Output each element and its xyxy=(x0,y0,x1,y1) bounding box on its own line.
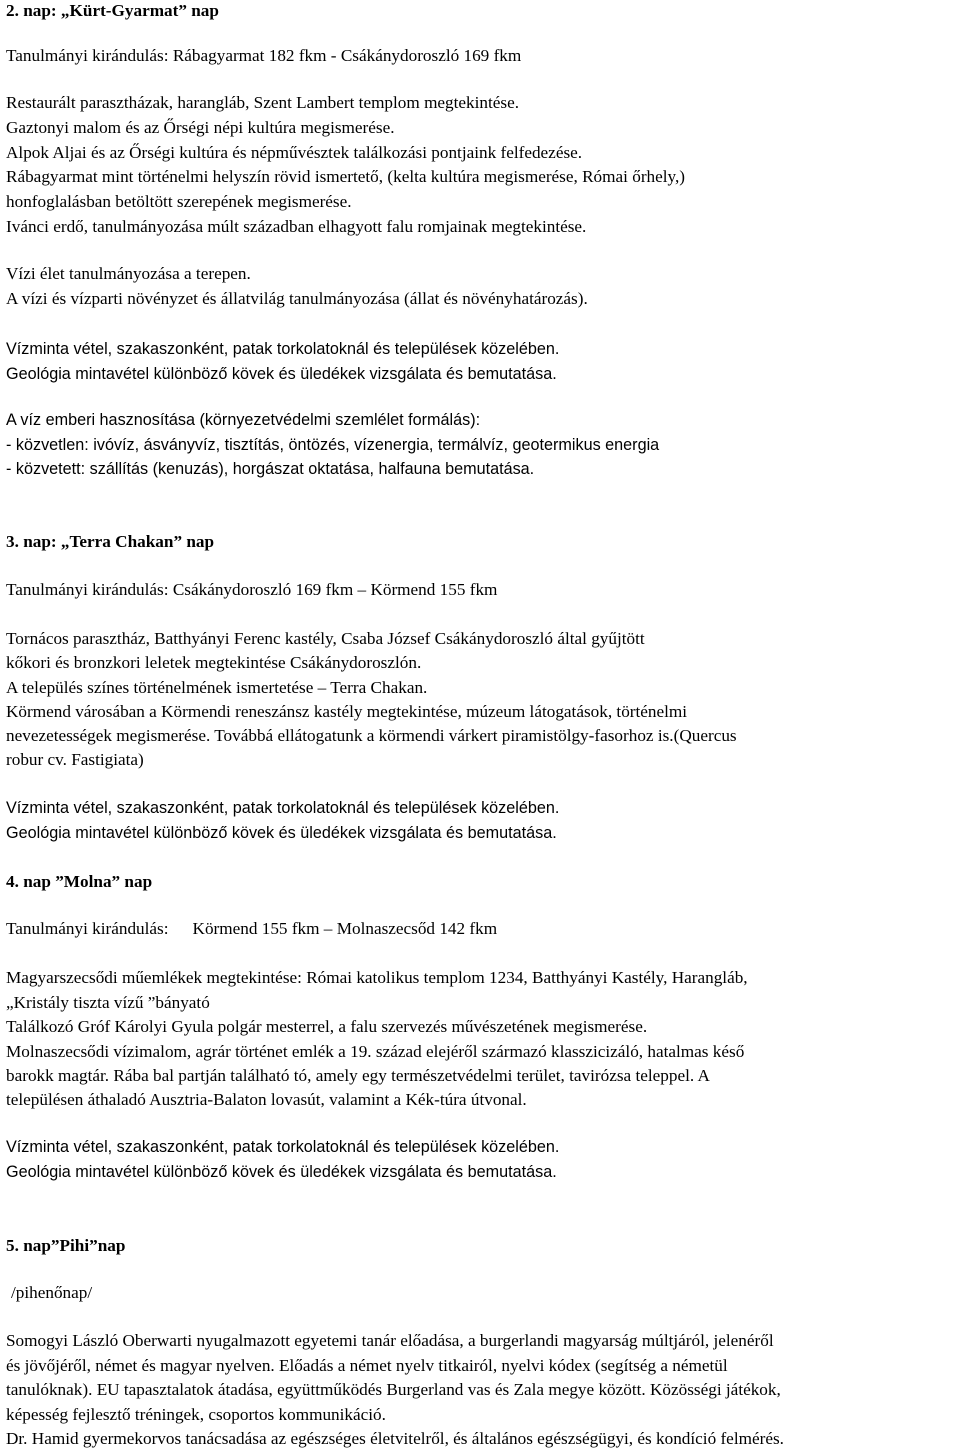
day3-sampling: Vízminta vétel, szakaszonként, patak torkolatoknál és települések közelében. xyxy=(6,799,560,817)
day2-water-use: - közvetett: szállítás (kenuzás), horgászat oktatása, halfauna bemutatása. xyxy=(6,460,535,478)
day2-water-use: A víz emberi hasznosítása (környezetvédelmi szemlélet formálás): xyxy=(6,411,481,429)
day5-line: képesség fejlesztő tréningek, csoportos kommunikáció. xyxy=(6,1405,386,1424)
day4-line: barokk magtár. Rába bal partján található tó, amely egy természetvédelmi terület, tavirózsa teleppel. A xyxy=(6,1066,710,1085)
day2-water-study: A vízi és vízparti növényzet és állatvilág tanulmányozása (állat és növényhatározás). xyxy=(6,289,588,308)
day5-line: és jövőjéről, német és magyar nyelven. Előadás a német nyelv titkairól, nyelvi kódex (segítség a németül xyxy=(6,1356,728,1375)
day2-water-use: - közvetlen: ivóvíz, ásványvíz, tisztítás, öntözés, vízenergia, termálvíz, geotermikus energia xyxy=(6,436,660,454)
day3-trip: Tanulmányi kirándulás: Csákánydoroszló 169 fkm – Körmend 155 fkm xyxy=(6,580,498,599)
day4-line: Találkozó Gróf Károlyi Gyula polgár mesterrel, a falu szervezés művészetének megismerése. xyxy=(6,1017,648,1036)
day4-line: „Kristály tiszta vízű ”bányató xyxy=(6,993,210,1012)
day2-water-study: Vízi élet tanulmányozása a terepen. xyxy=(6,264,251,283)
day2-heading: 2. nap: „Kürt-Gyarmat” nap xyxy=(6,1,219,20)
day3-line: Tornácos parasztház, Batthyányi Ferenc kastély, Csaba József Csákánydoroszló által gyűjtött xyxy=(6,629,645,648)
day4-sampling: Vízminta vétel, szakaszonként, patak torkolatoknál és települések közelében. xyxy=(6,1138,560,1156)
day3-sampling: Geológia mintavétel különböző kövek és üledékek vizsgálata és bemutatása. xyxy=(6,824,557,842)
day2-sampling: Vízminta vétel, szakaszonként, patak torkolatoknál és települések közelében. xyxy=(6,340,560,358)
day5-line: Dr. Hamid gyermekorvos tanácsadása az egészséges életvitelről, és általános egészségügyi, és kondíció felmérés. xyxy=(6,1429,784,1448)
day2-line: Rábagyarmat mint történelmi helyszín rövid ismertető, (kelta kultúra megismerése, Római őrhely,) xyxy=(6,167,686,186)
day3-line: A település színes történelmének ismertetése – Terra Chakan. xyxy=(6,678,428,697)
day2-line: Ivánci erdő, tanulmányozása múlt században elhagyott falu romjainak megtekintése. xyxy=(6,217,587,236)
day4-trip-label: Tanulmányi kirándulás: xyxy=(6,919,169,938)
day2-sampling: Geológia mintavétel különböző kövek és üledékek vizsgálata és bemutatása. xyxy=(6,365,557,383)
day4-trip-route: Körmend 155 fkm – Molnaszecsőd 142 fkm xyxy=(192,919,498,938)
day4-line: Magyarszecsődi műemlékek megtekintése: Római katolikus templom 1234, Batthyányi Kastély, Harangláb, xyxy=(6,968,748,987)
day3-heading: 3. nap: „Terra Chakan” nap xyxy=(6,532,215,551)
day4-sampling: Geológia mintavétel különböző kövek és üledékek vizsgálata és bemutatása. xyxy=(6,1163,557,1181)
day2-line: Restaurált parasztházak, harangláb, Szent Lambert templom megtekintése. xyxy=(6,93,520,112)
day2-trip: Tanulmányi kirándulás: Rábagyarmat 182 fkm - Csákánydoroszló 169 fkm xyxy=(6,46,522,65)
day2-line: honfoglalásban betöltött szerepének megismerése. xyxy=(6,192,352,211)
day5-line: Somogyi László Oberwarti nyugalmazott egyetemi tanár előadása, a burgerlandi magyarság múltjáról, jelenéről xyxy=(6,1331,774,1350)
day4-line: településen áthaladó Ausztria-Balaton lovasút, valamint a Kék-túra útvonal. xyxy=(6,1090,527,1109)
day3-line: kőkori és bronzkori leletek megtekintése Csákánydoroszlón. xyxy=(6,653,422,672)
day4-line: Molnaszecsődi vízimalom, agrár történet emlék a 19. század elejéről származó klasszicizáló, hatalmas késő xyxy=(6,1042,745,1061)
day5-subtitle: /pihenőnap/ xyxy=(11,1283,93,1302)
day3-line: robur cv. Fastigiata) xyxy=(6,750,144,769)
day4-heading: 4. nap ”Molna” nap xyxy=(6,872,153,891)
day5-line: tanulóknak). EU tapasztalatok átadása, együttműködés Burgerland vas és Zala megye között. Közösségi játékok, xyxy=(6,1380,781,1399)
day4-trip xyxy=(6,917,497,941)
day3-line: nevezetességek megismerése. Továbbá ellátogatunk a körmendi várkert piramistölgy-fasorhoz is.(Quercus xyxy=(6,726,737,745)
day2-line: Gaztonyi malom és az Őrségi népi kultúra megismerése. xyxy=(6,118,395,137)
day2-line: Alpok Aljai és az Őrségi kultúra és népművésztek találkozási pontjaink felfedezése. xyxy=(6,143,583,162)
day3-line: Körmend városában a Körmendi reneszánsz kastély megtekintése, múzeum látogatások, történelmi xyxy=(6,702,688,721)
day5-heading: 5. nap”Pihi”nap xyxy=(6,1236,126,1255)
